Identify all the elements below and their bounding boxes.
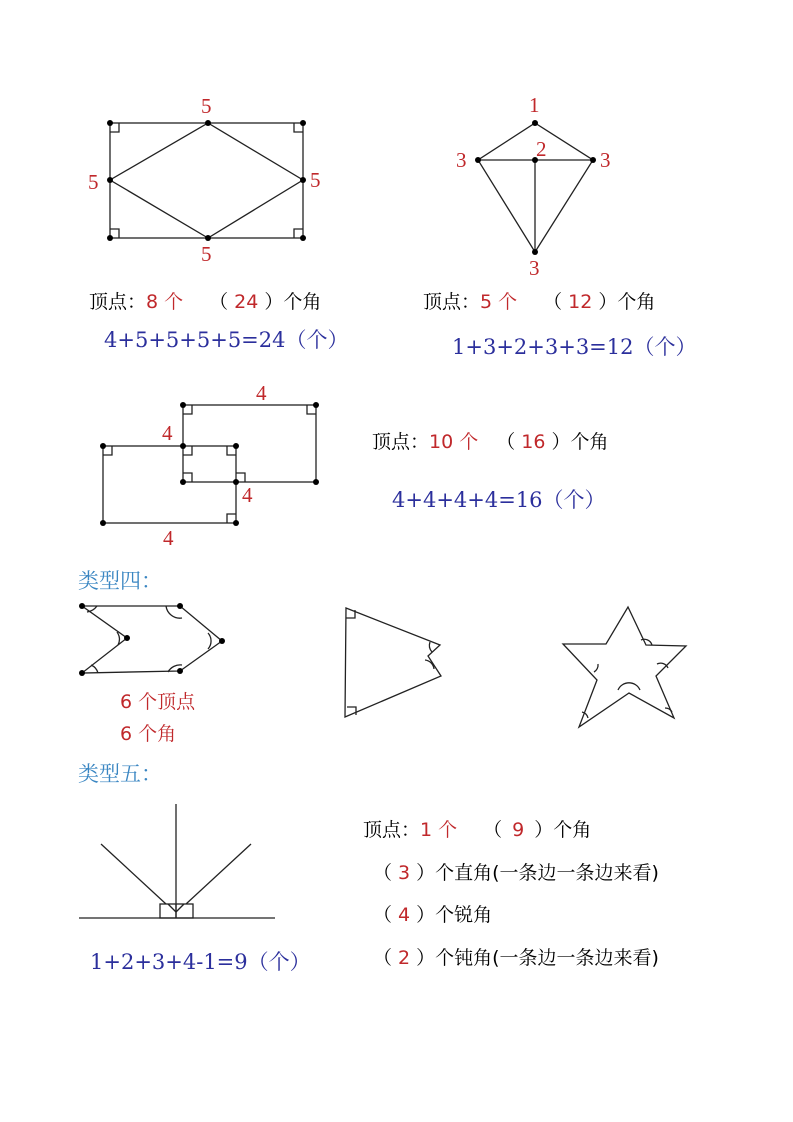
fig1-label-bottom: 5 [201,242,212,266]
vertex-count: 10 个 [429,431,479,453]
angle-count: 24 [234,291,259,313]
angle-count: 12 [568,291,593,313]
obtuse-angle-count: 2 [398,947,411,969]
right-angle-count: 3 [398,862,411,884]
star-figure [563,607,686,727]
angle-count: 16 [521,431,546,453]
type5-obtuse-angle-line [373,949,659,968]
overlapping-rectangles-figure [103,405,316,523]
rays-figure [79,804,275,918]
fig1-label-right: 5 [310,168,321,192]
fig1-vertex-line [89,293,321,312]
right-angle-text: ）个直角(一条边一条边来看) [416,862,659,884]
vertex-count: 5 个 [480,291,518,313]
type5-vertex-line [363,821,591,840]
paren-close: ）个角 [534,819,592,841]
paren-open: （ [209,291,229,313]
fig2-label-left: 3 [456,148,467,172]
type5-acute-angle-line [373,906,492,925]
paren-open: （ [373,862,393,884]
fig2-label-right: 3 [600,148,611,172]
obtuse-angle-text: ）个钝角(一条边一条边来看) [416,947,659,969]
fig3-label-right: 4 [242,483,253,507]
paren-close: ）个角 [598,291,656,313]
vertex-label: 顶点： [89,291,147,313]
paren-open: （ [373,904,393,926]
fig1-label-left: 5 [88,170,99,194]
vertex-count: 1 个 [420,819,458,841]
paren-open: （ [543,291,563,313]
notched-triangle-figure [345,608,441,717]
fig3-label-top: 4 [256,381,267,405]
paren-open: （ [483,819,503,841]
chevron-figure [82,606,222,673]
type4-vertex-text: 6 个顶点 [120,691,196,713]
fig3-equation: 4+4+4+4=16（个） [392,488,606,512]
fig3-label-left: 4 [162,421,173,445]
fig1-label-top: 5 [201,94,212,118]
rectangle-rhombus-figure [110,123,303,238]
type5-right-angle-line [373,864,659,883]
angle-count: 9 [512,819,525,841]
vertex-label: 顶点： [372,431,430,453]
fig2-label-top: 1 [529,93,540,117]
paren-open: （ [496,431,516,453]
paren-close: ）个角 [264,291,322,313]
fig3-vertex-line [372,433,608,452]
fig2-label-bottom: 3 [529,256,540,280]
type4-heading: 类型四： [78,569,162,593]
fig3-label-bottom: 4 [163,526,174,550]
fig1-equation: 4+5+5+5+5=24（个） [104,328,349,352]
acute-angle-count: 4 [398,904,411,926]
vertex-label: 顶点： [423,291,481,313]
type5-equation: 1+2+3+4-1=9（个） [90,950,311,974]
acute-angle-text: ）个锐角 [416,904,493,926]
type5-heading: 类型五： [78,762,162,786]
paren-close: ）个角 [551,431,609,453]
fig2-vertex-line [423,293,655,312]
paren-open: （ [373,947,393,969]
fig2-label-center: 2 [536,137,547,161]
vertex-label: 顶点： [363,819,421,841]
type4-angle-text: 6 个角 [120,723,177,745]
fig2-equation: 1+3+2+3+3=12（个） [452,335,697,359]
vertex-count: 8 个 [146,291,184,313]
